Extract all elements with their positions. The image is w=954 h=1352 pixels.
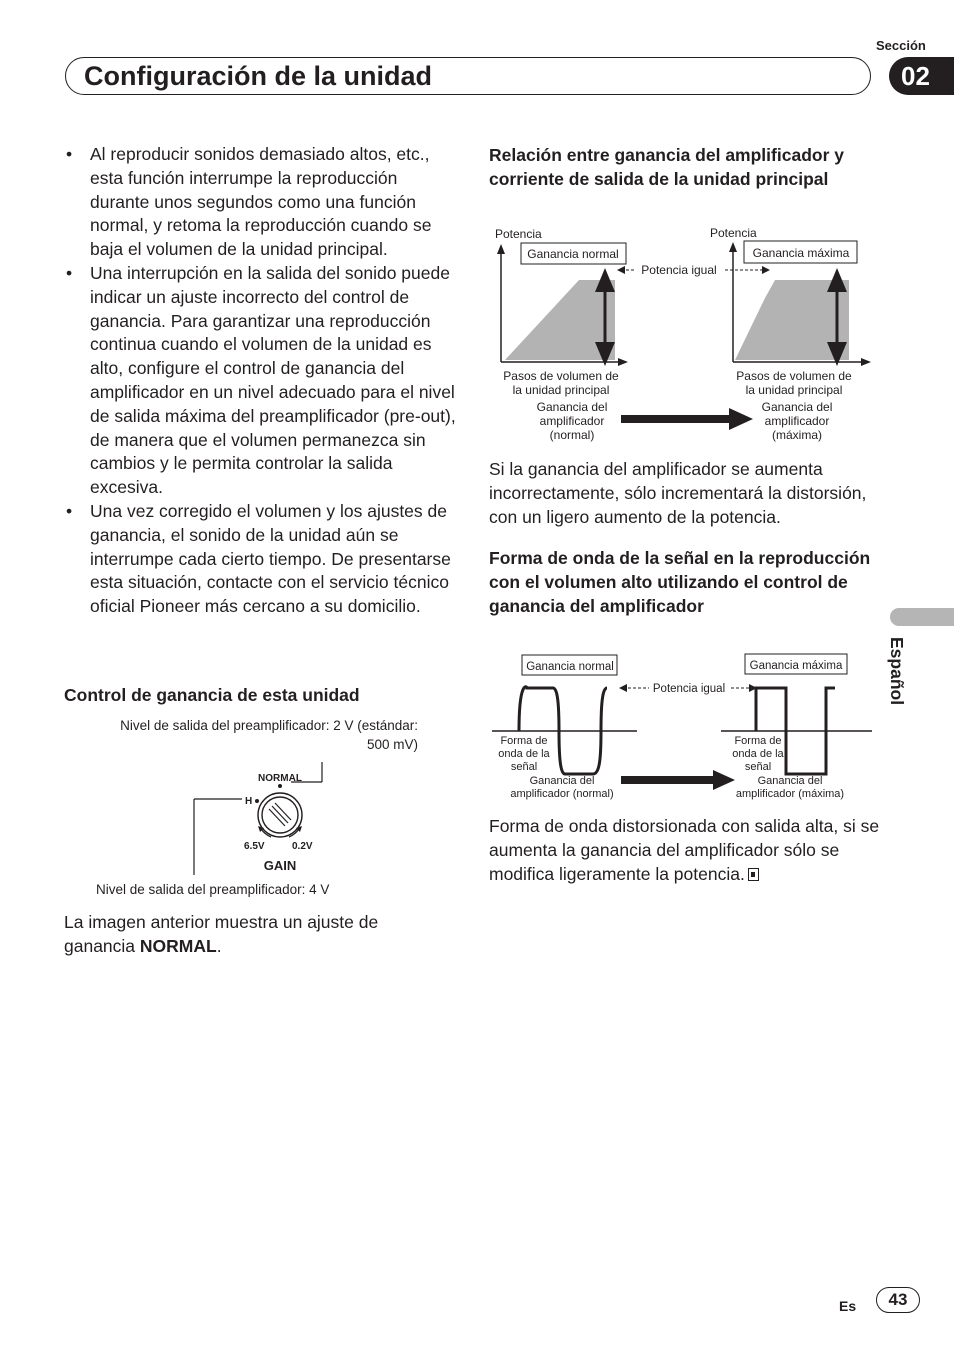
knob-label-right: 0.2V xyxy=(292,841,313,852)
label-ganancia-normal: Ganancia normal xyxy=(527,247,619,261)
preamp-caption-top: Nivel de salida del preamplificador: 2 V (estándar: 500 mV) xyxy=(120,718,418,752)
end-mark-icon xyxy=(748,868,759,881)
footer-lang-code: Es xyxy=(839,1298,857,1314)
waveform-heading: Forma de onda de la señal en la reproducción con el volumen alto utilizando el control de ganancia del amplificador xyxy=(489,548,871,616)
page-number: 43 xyxy=(876,1287,920,1313)
wave-label-forma-right-line2: onda de la xyxy=(732,748,784,760)
waveform-body xyxy=(489,815,889,886)
preamp-caption-bottom: Nivel de salida del preamplificador: 4 V xyxy=(96,882,330,897)
label-amp-normal-line3: (normal) xyxy=(549,428,595,442)
label-amp-normal-line1: Ganancia del xyxy=(536,400,608,414)
gain-knob-figure xyxy=(180,760,340,880)
wave-label-forma-right-line3: señal xyxy=(744,761,772,773)
label-pasos-line2: la unidad principal xyxy=(512,383,610,397)
bullet-item: • Al reproducir sonidos demasiado altos, etc., esta función interrumpe la reproducción durante unos segundos como una función normal, y retoma la reproducción cuando se baja el volumen de la unidad principal. xyxy=(64,143,456,262)
wave-label-forma-right-line1: Forma de xyxy=(734,735,782,747)
section-number-badge: 02 xyxy=(889,57,954,95)
wave-label-ganancia-maxima: Ganancia máxima xyxy=(749,660,843,672)
gain-control-body-bold: NORMAL xyxy=(139,935,217,956)
diagram-label-potencia: Potencia xyxy=(495,227,542,241)
gain-current-heading: Relación entre ganancia del amplificador y corriente de salida de la unidad principal xyxy=(489,145,844,189)
bullet-item: • Una vez corregido el volumen y los ajustes de ganancia, el sonido de la unidad aún se interrumpe cada cierto tiempo. De presentarse esta situación, contacte con el servicio técnico oficial Pioneer más cercano a su domicilio. xyxy=(64,500,456,619)
section-label: Sección xyxy=(876,38,926,53)
knob-label-gain: GAIN xyxy=(263,858,297,873)
language-label: Español xyxy=(887,637,907,706)
bullet-list xyxy=(64,143,456,619)
diagram-label-potencia-right: Potencia xyxy=(710,226,757,240)
label-amp-max-line3: (máxima) xyxy=(772,428,822,442)
knob-label-left: 6.5V xyxy=(244,841,265,852)
wave-label-amp-normal-line1: Ganancia del xyxy=(529,775,595,787)
wave-label-forma-line3: señal xyxy=(510,761,538,773)
gain-control-body xyxy=(64,911,438,959)
page-title: Configuración de la unidad xyxy=(84,61,433,91)
gain-current-body: Si la ganancia del amplificador se aumenta incorrectamente, sólo incrementará la distorsión, con un ligero aumento de la potencia. xyxy=(489,459,867,527)
label-pasos-right-line1: Pasos de volumen de xyxy=(736,369,852,383)
label-amp-normal-line2: amplificador xyxy=(539,414,605,428)
label-potencia-igual: Potencia igual xyxy=(641,263,717,277)
waveform-diagram xyxy=(489,650,889,805)
knob-label-normal: NORMAL xyxy=(258,773,302,784)
gain-power-diagram xyxy=(489,220,889,450)
wave-label-amp-max-line1: Ganancia del xyxy=(757,775,823,787)
wave-label-ganancia-normal: Ganancia normal xyxy=(526,661,614,673)
wave-label-forma-line1: Forma de xyxy=(500,735,548,747)
knob-label-h: H xyxy=(245,796,253,807)
gain-control-body-prefix: La imagen anterior muestra un ajuste de ganancia xyxy=(64,912,379,956)
label-pasos-line1: Pasos de volumen de xyxy=(503,369,619,383)
gain-control-heading: Control de ganancia de esta unidad xyxy=(64,685,360,705)
waveform-body-text: Forma de onda distorsionada con salida alta, si se aumenta la ganancia del amplificador sólo se modifica ligeramente la potencia. xyxy=(489,816,880,884)
wave-label-forma-line2: onda de la xyxy=(498,748,550,760)
bullet-item: • Una interrupción en la salida del sonido puede indicar un ajuste incorrecto del control de ganancia. Para garantizar una reproducción continua cuando el volumen de la unidad es alto, configure el control de ganancia del amplificador en un nivel adecuado para el nivel de salida máxima del preamplificador (pre-out), de manera que el volumen permanezca sin cambios y le permita controlar la salida excesiva. xyxy=(64,262,456,500)
wave-label-potencia-igual: Potencia igual xyxy=(652,683,726,695)
label-amp-max-line1: Ganancia del xyxy=(761,400,833,414)
language-tab xyxy=(890,608,954,626)
wave-label-amp-normal-line2: amplificador (normal) xyxy=(510,788,614,800)
label-ganancia-maxima: Ganancia máxima xyxy=(752,246,850,260)
label-pasos-right-line2: la unidad principal xyxy=(745,383,843,397)
wave-label-amp-max-line2: amplificador (máxima) xyxy=(735,788,845,800)
gain-control-body-suffix: . xyxy=(216,935,222,956)
label-amp-max-line2: amplificador xyxy=(764,414,830,428)
